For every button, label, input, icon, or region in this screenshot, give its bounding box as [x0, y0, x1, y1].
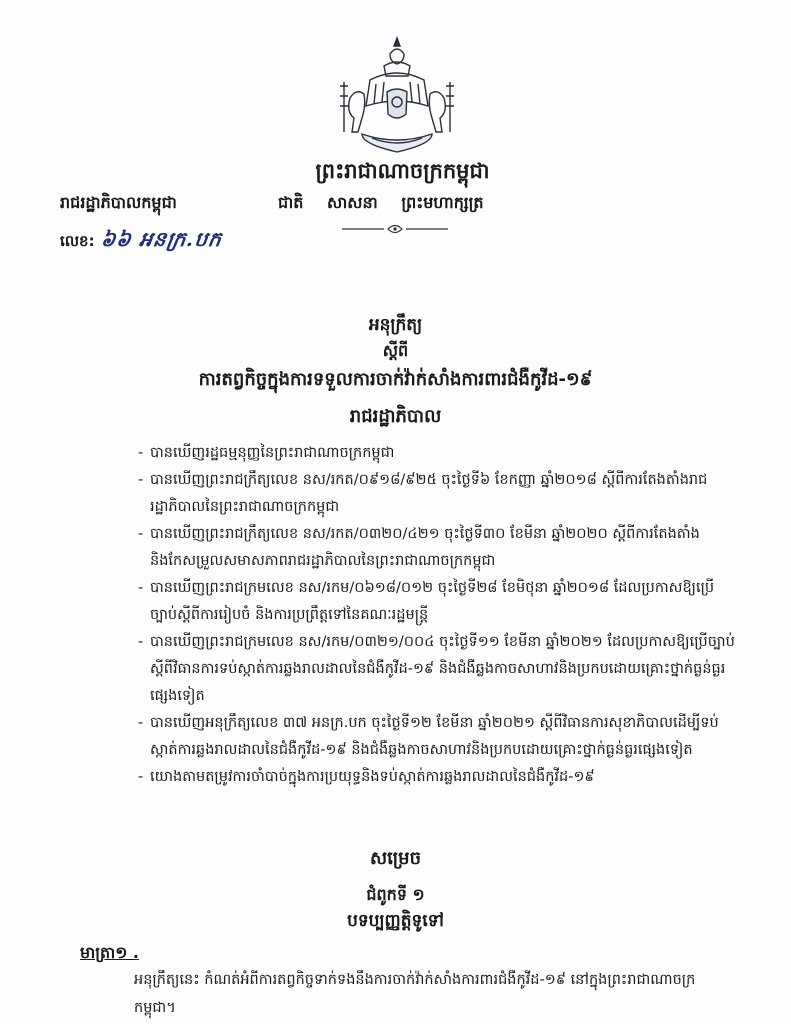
chapter-label: ជំពូកទី ១: [366, 885, 425, 904]
article-text: អនុក្រឹត្យនេះ កំណត់អំពីការតព្វកិច្ចទាក់ទងនឹងការចាក់វ៉ាក់សាំងការពារជំងឺកូវីដ-១៩ នៅក្នុងព្រះរាជាណាចក្រកម្ពុជា។: [134, 972, 696, 1016]
visa-item: - បានឃើញព្រះរាជក្រឹត្យលេខ នស/រកត/០៣២០/៤២១ ចុះថ្ងៃទី៣០ ខែមីនា ឆ្នាំ២០២០ ស្តីពីការតែងតាំង និងកែសម្រួលសមាសភាពរាជរដ្ឋាភិបាលនៃព្រះរាជាណាចក្រកម្ពុជា: [138, 526, 700, 569]
national-motto: ជាតិ សាសនា ព្រះមហាក្សត្រ: [278, 193, 484, 212]
ornament-divider-icon: [340, 222, 450, 236]
kingdom-title: ព្រះរាជាណាចក្រកម្ពុជា: [315, 159, 490, 183]
article-label: មាត្រា១ .: [80, 943, 139, 962]
reference-number: [60, 226, 224, 256]
visa-item: - បានឃើញព្រះរាជក្រមលេខ នស/រកម/០៣២១/០០៤ ចុះថ្ងៃទី១១ ខែមីនា ឆ្នាំ២០២១ ដែលប្រកាសឱ្យប្រើច្បាប់ស្តីពីវិធានការទប់ស្កាត់ការឆ្លងរាលដាលនៃជំងឺកូវីដ-១៩ និងជំងឺឆ្លងកាចសាហាវនិងប្រកបដោយគ្រោះថ្នាក់ធ្ងន់ធ្ងរផ្សេងទៀត: [138, 634, 735, 704]
visa-item: - បានឃើញរដ្ឋធម្មនុញ្ញនៃព្រះរាជាណាចក្រកម្ពុជា: [138, 445, 395, 461]
visa-item: - បានឃើញព្រះរាជក្រមលេខ នស/រកម/០៦១៨/០១២ ចុះថ្ងៃទី២៨ ខែមិថុនា ឆ្នាំ២០១៨ ដែលប្រកាសឱ្យប្រើច្បាប់ស្តីពីការរៀបចំ និងការប្រព្រឹត្តទៅនៃគណៈរដ្ឋមន្ត្រី: [138, 580, 715, 623]
visa-item: - បានឃើញអនុក្រឹត្យលេខ ៣៧ អនក្រ.បក ចុះថ្ងៃទី១២ ខែមីនា ឆ្នាំ២០២១ ស្តីពីវិធានការសុខាភិបាលដើម្បីទប់ស្កាត់ការឆ្លងរាលដាលនៃជំងឺកូវីដ-១៩ និងជំងឺឆ្លងកាចសាហាវនិងប្រកបដោយគ្រោះថ្នាក់ធ្ងន់ធ្ងរផ្សេងទៀត: [138, 715, 719, 758]
royal-coat-of-arms-emblem: [332, 36, 462, 156]
handwritten-reference: ៦៦ អនក្រ.បក: [99, 227, 224, 251]
government-header: រាជរដ្ឋាភិបាលកម្ពុជា: [60, 193, 177, 212]
document-type: អនុក្រឹត្យ: [368, 315, 423, 335]
document-about: ស្តីពី: [382, 341, 409, 360]
reference-label: លេខ:: [60, 232, 95, 250]
chapter-title: បទប្បញ្ញត្តិទូទៅ: [347, 911, 444, 931]
visa-item: - យោងតាមតម្រូវការចាំបាច់ក្នុងការប្រយុទ្ធនិងទប់ស្កាត់ការឆ្លងរាលដាលនៃជំងឺកូវីដ-១៩: [138, 769, 595, 785]
issuing-authority: រាជរដ្ឋាភិបាល: [349, 406, 442, 427]
document-subject: ការតព្វកិច្ចក្នុងការទទួលការចាក់វ៉ាក់សាំងការពារជំងឺកូវីដ-១៩: [198, 369, 593, 390]
decision-heading: សម្រេច: [369, 848, 422, 869]
visa-list: [138, 440, 738, 791]
visa-item: - បានឃើញព្រះរាជក្រឹត្យលេខ នស/រកត/០៩១៨/៩២៥ ចុះថ្ងៃទី៦ ខែកញ្ញា ឆ្នាំ២០១៨ ស្តីពីការតែងតាំងរាជរដ្ឋាភិបាលនៃព្រះរាជាណាចក្រកម្ពុជា: [138, 472, 708, 515]
